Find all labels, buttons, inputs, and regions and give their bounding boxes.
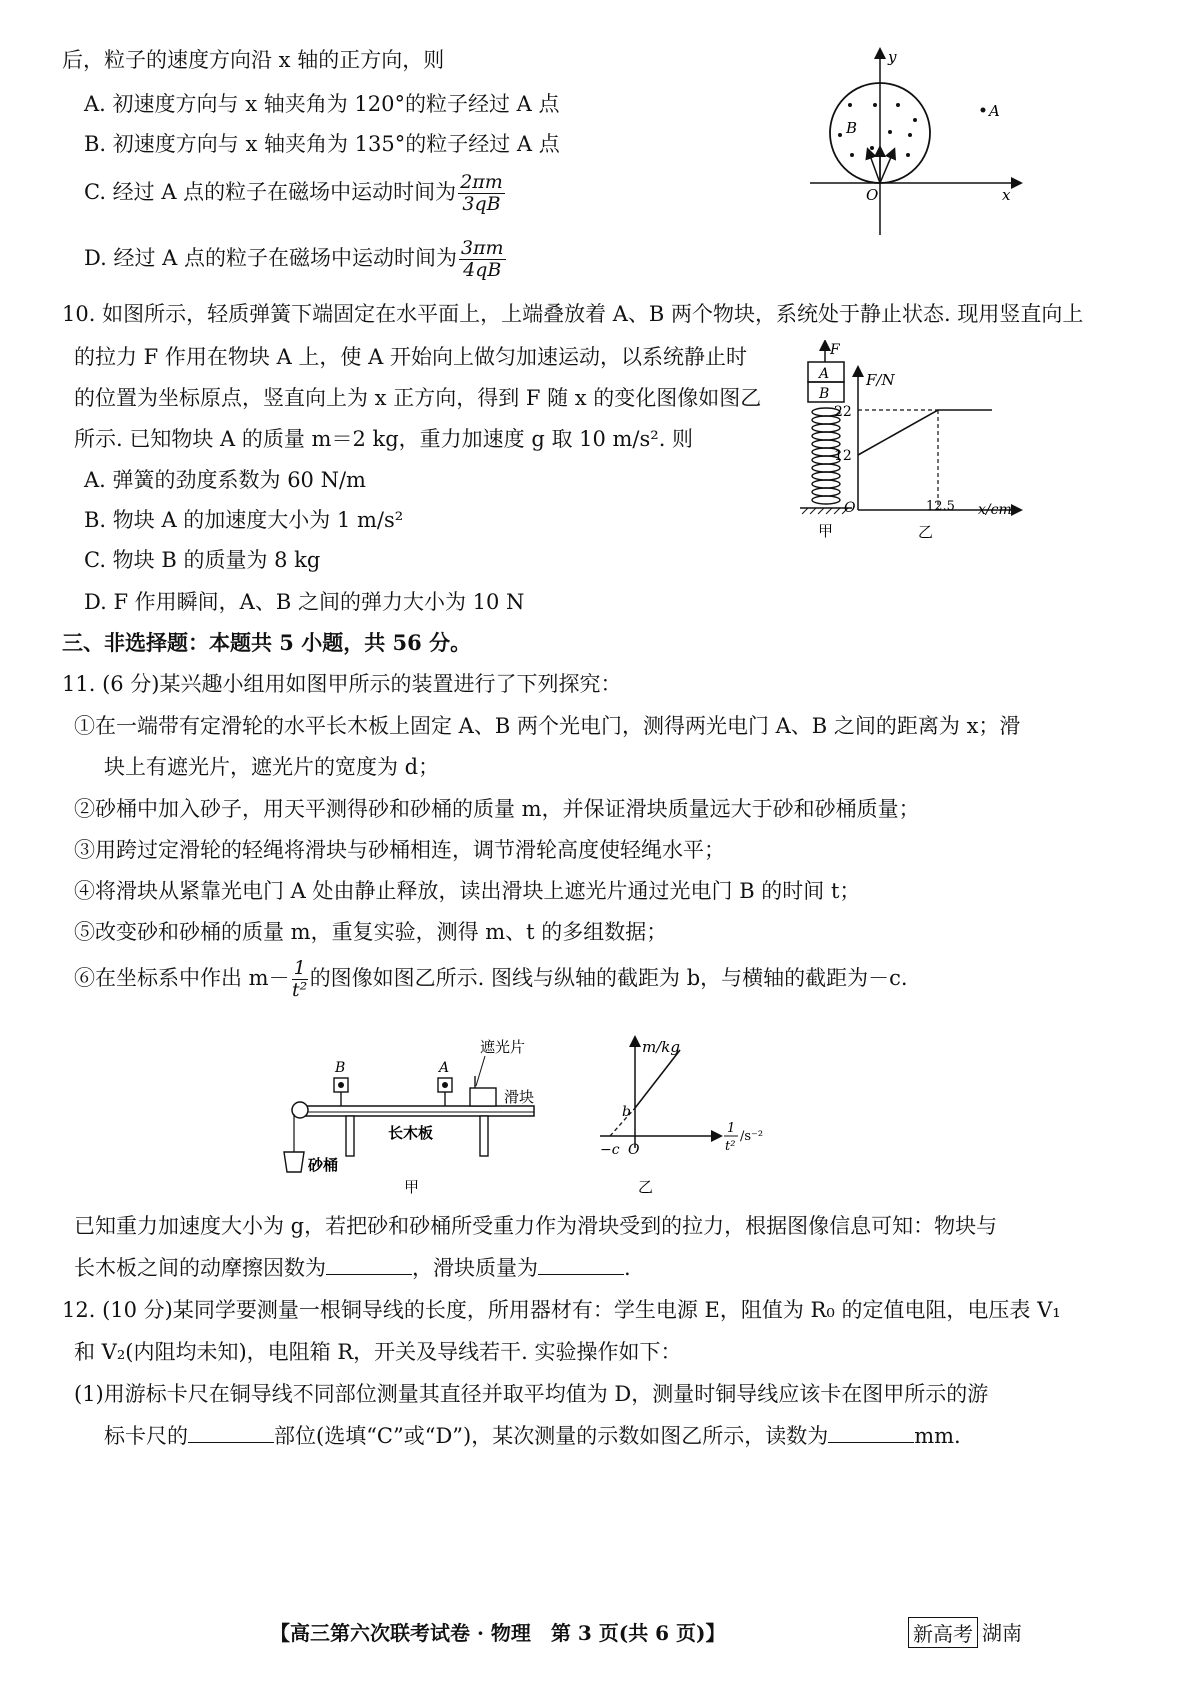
label-gate-b: B <box>335 1060 346 1076</box>
q11-step-1a: ①在一端带有定滑轮的水平长木板上固定 A、B 两个光电门，测得两光电门 A、B 之间的距离为 x；滑 <box>74 714 1021 738</box>
section-3-title: 三、非选择题：本题共 5 小题，共 56 分。 <box>62 630 472 655</box>
q10-option-d: D. F 作用瞬间，A、B 之间的弹力大小为 10 N <box>84 590 525 614</box>
frac-denominator: 3qB <box>462 192 501 215</box>
q11-step-6 <box>74 958 908 1001</box>
intercept-c-label: −c <box>600 1142 620 1158</box>
answer-blank-reading[interactable] <box>828 1424 914 1443</box>
origin-label: O <box>866 186 879 204</box>
q10-option-c: C. 物块 B 的质量为 8 kg <box>84 548 321 572</box>
q11-question-a: 已知重力加速度大小为 g，若把砂和砂桶所受重力作为滑块受到的拉力，根据图像信息可知：物块与 <box>74 1214 998 1238</box>
q12-line-3: (1)用游标卡尺在铜导线不同部位测量其直径并取平均值为 D，测量时铜导线应该卡在图甲所示的游 <box>74 1382 989 1406</box>
photogate-b-lens <box>338 1082 344 1088</box>
intercept-b-label: b <box>622 1104 631 1120</box>
data-line <box>635 1050 680 1108</box>
footer-badge: 新高考 <box>908 1617 978 1648</box>
q9-option-c-text: C. 经过 A 点的粒子在磁场中运动时间为 <box>84 179 457 204</box>
q10-fx-graph <box>830 360 1030 545</box>
tick-12: 12 <box>834 448 852 464</box>
frac-numerator: 1 <box>293 957 306 979</box>
q11-question-b <box>74 1256 631 1281</box>
velocity-arrow <box>868 150 880 183</box>
b-field-label: B <box>846 119 858 137</box>
q9-magnetic-field-figure <box>790 40 1050 250</box>
point-a-dot <box>981 108 986 113</box>
force-label: F <box>830 342 840 358</box>
q9-option-c <box>84 172 507 215</box>
frac-denominator: t² <box>292 978 308 1001</box>
q12-line-4-mid: 部位(选填“C”或“D”)，某次测量的示数如图乙所示，读数为 <box>274 1424 829 1448</box>
q10-option-a: A. 弹簧的劲度系数为 60 N/m <box>84 468 366 492</box>
velocity-arrow <box>880 150 894 183</box>
q11-step-1b: 块上有遮光片，遮光片的宽度为 d； <box>104 755 440 779</box>
figure-caption: 甲 <box>818 522 834 540</box>
q12-line-4 <box>104 1424 961 1449</box>
slider-block <box>470 1088 496 1106</box>
label-zheguang: 遮光片 <box>480 1038 526 1056</box>
y-axis-label: m/kg <box>642 1038 680 1056</box>
figure-caption: 乙 <box>638 1178 654 1196</box>
x-axis-label: x <box>1002 186 1011 204</box>
long-board <box>304 1106 534 1116</box>
frac-numerator: 2πm <box>460 171 503 193</box>
q11-step-6-post: 的图像如图乙所示. 图线与纵轴的截距为 b，与横轴的截距为－c. <box>309 965 908 990</box>
q11-step-5: ⑤改变砂和砂桶的质量 m，重复实验，测得 m、t 的多组数据； <box>74 920 668 944</box>
fx-line <box>858 410 992 455</box>
q9-option-d-fraction <box>459 238 506 281</box>
q10-line-2: 的拉力 F 作用在物块 A 上，使 A 开始向上做匀加速运动，以系统静止时 <box>74 345 747 369</box>
origin-label: O <box>628 1142 640 1158</box>
q11-head: 11. (6 分)某兴趣小组用如图甲所示的装置进行了下列探究： <box>62 672 622 696</box>
board-leg <box>346 1116 354 1156</box>
q12-line-4-pre: 标卡尺的 <box>104 1424 188 1448</box>
q11-step-6-pre: ⑥在坐标系中作出 m－ <box>74 965 290 990</box>
q9-option-c-fraction <box>458 172 505 215</box>
tick-12.5: 12.5 <box>926 499 955 514</box>
point-a-label: A <box>989 102 1000 120</box>
sand-bucket <box>284 1152 304 1172</box>
label-bucket: 砂桶 <box>308 1156 339 1174</box>
q11-question-b-pre: 长木板之间的动摩擦因数为 <box>74 1256 326 1280</box>
y-axis-label: F/N <box>866 371 895 389</box>
q12-line-4-post: mm. <box>914 1424 961 1448</box>
x-axis-unit: /s⁻² <box>740 1129 764 1144</box>
q9-option-b: B. 初速度方向与 x 轴夹角为 135°的粒子经过 A 点 <box>84 132 560 156</box>
q10-line-4: 所示. 已知物块 A 的质量 m＝2 kg，重力加速度 g 取 10 m/s². 则 <box>74 427 694 451</box>
q10-option-b: B. 物块 A 的加速度大小为 1 m/s² <box>84 508 404 532</box>
x-axis-label-num: 1 <box>727 1121 736 1136</box>
q11-question-b-mid: ，滑块质量为 <box>412 1256 538 1280</box>
frac-numerator: 3πm <box>460 237 504 259</box>
answer-blank-position[interactable] <box>188 1424 274 1443</box>
footer-title: 【高三第六次联考试卷 · 物理 第 3 页(共 6 页)】 <box>270 1621 726 1645</box>
frac-denominator: 4qB <box>463 258 502 281</box>
answer-blank-mass[interactable] <box>538 1256 624 1275</box>
x-axis-label-den: t² <box>725 1139 736 1154</box>
q11-step-3: ③用跨过定滑轮的轻绳将滑块与砂桶相连，调节滑轮高度使轻绳水平； <box>74 838 725 862</box>
q11-step-4: ④将滑块从紧靠光电门 A 处由静止释放，读出滑块上遮光片通过光电门 B 的时间 t； <box>74 879 861 903</box>
pointer-line <box>476 1056 485 1086</box>
q11-graph <box>580 1030 800 1200</box>
board-leg <box>480 1116 488 1156</box>
block-b-label: B <box>819 386 830 402</box>
block-a-label: A <box>819 366 830 382</box>
x-axis-label: x/cm <box>978 502 1012 518</box>
label-board: 长木板 <box>388 1124 434 1142</box>
q9-option-d-text: D. 经过 A 点的粒子在磁场中运动时间为 <box>84 245 457 270</box>
q11-question-b-post: . <box>624 1256 631 1280</box>
q11-step-2: ②砂桶中加入砂子，用天平测得砂和砂桶的质量 m，并保证滑块质量远大于砂和砂桶质量； <box>74 797 920 821</box>
y-axis-label: y <box>888 48 897 66</box>
q12-line-1: 12. (10 分)某同学要测量一根铜导线的长度，所用器材有：学生电源 E，阻值为 R₀ 的定值电阻，电压表 V₁ <box>62 1298 1061 1322</box>
q9-continuation: 后，粒子的速度方向沿 x 轴的正方向，则 <box>62 48 445 72</box>
origin-label: O <box>844 500 856 516</box>
q11-step-6-fraction <box>292 958 308 1001</box>
label-huakuai: 滑块 <box>504 1088 535 1106</box>
q11-apparatus-figure <box>280 1030 560 1200</box>
answer-blank-friction[interactable] <box>326 1256 412 1275</box>
label-gate-a: A <box>439 1060 450 1076</box>
footer-region: 湖南 <box>982 1621 1022 1645</box>
figure-caption: 甲 <box>404 1178 420 1196</box>
q9-option-d <box>84 238 508 281</box>
photogate-a-lens <box>442 1082 448 1088</box>
tick-22: 22 <box>834 404 852 420</box>
figure-caption: 乙 <box>918 523 934 541</box>
q12-line-2: 和 V₂(内阻均未知)，电阻箱 R，开关及导线若干. 实验操作如下： <box>74 1340 682 1364</box>
q9-option-a: A. 初速度方向与 x 轴夹角为 120°的粒子经过 A 点 <box>84 92 560 116</box>
q10-line-3: 的位置为坐标原点，竖直向上为 x 正方向，得到 F 随 x 的变化图像如图乙 <box>74 386 762 410</box>
q10-line-1: 10. 如图所示，轻质弹簧下端固定在水平面上，上端叠放着 A、B 两个物块，系统处于静止状态. 现用竖直向上 <box>62 302 1084 326</box>
